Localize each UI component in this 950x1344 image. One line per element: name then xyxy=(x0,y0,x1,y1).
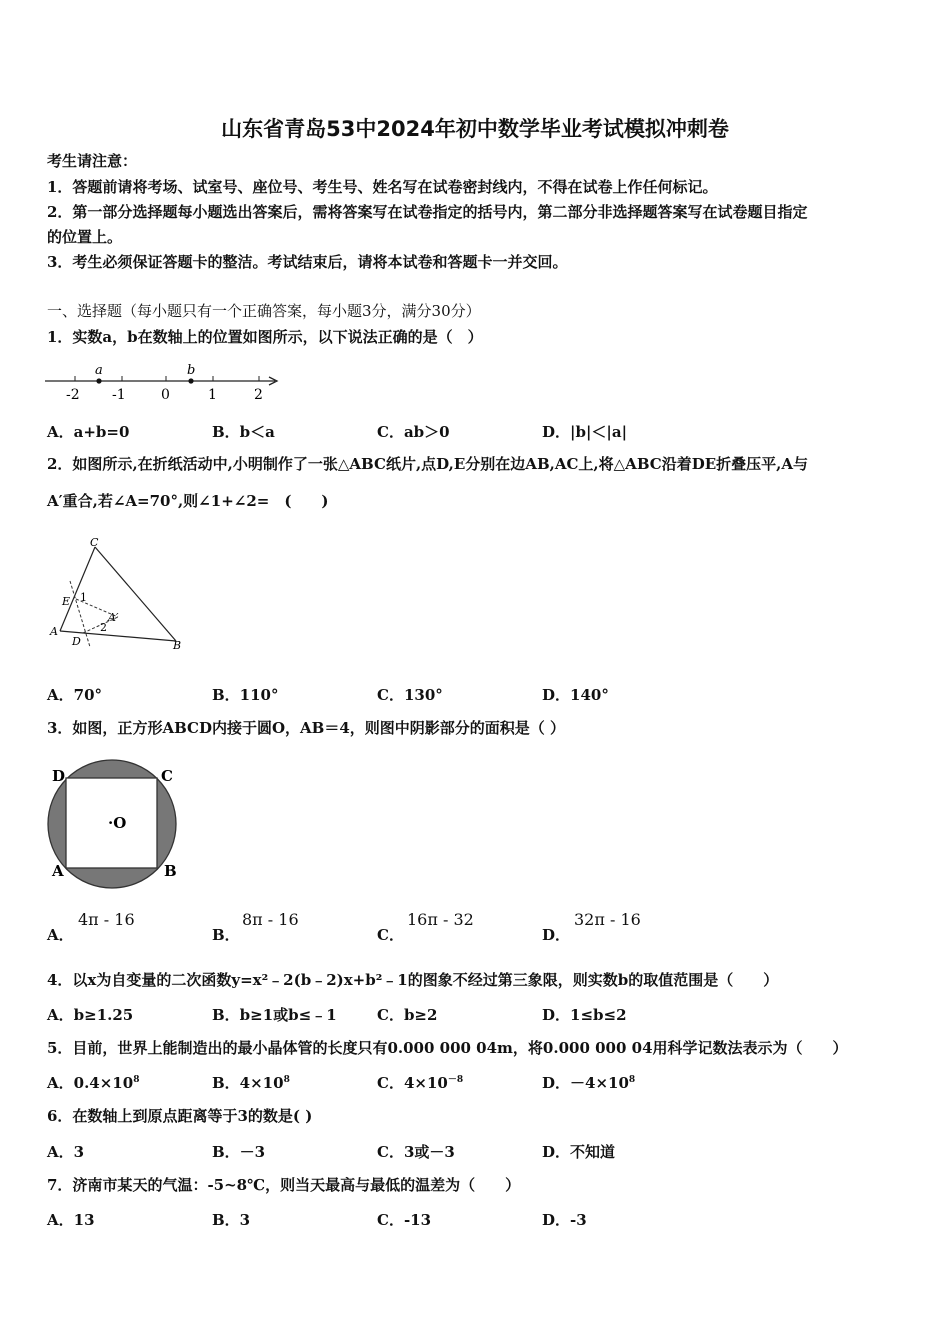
tick-label: -1 xyxy=(112,387,126,403)
q2-option-a: A．70° xyxy=(47,686,103,704)
question-6-stem: 6．在数轴上到原点距离等于3的数是( ) xyxy=(47,1107,313,1125)
q3-option-b-letter: B． xyxy=(212,926,240,944)
notice-heading: 考生请注意： xyxy=(47,152,138,170)
triangle-fold-figure xyxy=(48,535,198,655)
q4-option-b: B．b≥1或b≤﹣1 xyxy=(212,1006,337,1024)
vertex-d-label: D xyxy=(52,767,66,785)
q7-option-b: B．3 xyxy=(212,1211,251,1229)
vertex-a-label: A xyxy=(52,862,64,880)
question-2-stem: 2．如图所示,在折纸活动中,小明制作了一张△ABC纸片,点D,E分别在边AB,AC上,将△ABC沿着DE折叠压平,A与 xyxy=(47,455,809,473)
tick-label: -2 xyxy=(66,387,80,403)
q3-option-c-letter: C． xyxy=(377,926,404,944)
number-line-figure xyxy=(45,363,285,403)
q3-option-b-value: 8π - 16 xyxy=(242,910,299,929)
q7-option-c: C．-13 xyxy=(377,1211,432,1229)
vertex-c-label: C xyxy=(90,536,99,549)
notice-item: 1．答题前请将考场、试室号、座位号、考生号、姓名写在试卷密封线内，不得在试卷上作任何标记。 xyxy=(47,178,718,196)
q2-option-c: C．130° xyxy=(377,686,443,704)
label-b: b xyxy=(187,363,196,378)
question-1-stem: 1．实数a，b在数轴上的位置如图所示，以下说法正确的是（ ） xyxy=(47,328,483,346)
vertex-c-label: C xyxy=(161,767,173,785)
tick-label: 0 xyxy=(161,387,170,403)
q5-option-a: A．$0.4\times 10^8$ xyxy=(47,1074,140,1092)
vertex-d-label: D xyxy=(72,635,81,648)
q3-option-c-value: 16π - 32 xyxy=(407,910,474,929)
vertex-e-label: E xyxy=(62,595,71,608)
q3-option-d-letter: D． xyxy=(542,926,571,944)
q5-option-d: D．$-4\times 10^8$ xyxy=(542,1074,636,1092)
vertex-a-label: A xyxy=(50,625,58,638)
vertex-b-label: B xyxy=(164,862,177,880)
question-4-stem: 4．以x为自变量的二次函数y=x²﹣2(b﹣2)x+b²﹣1的图象不经过第三象限，则实数b的取值范围是（ ） xyxy=(47,971,779,989)
notice-item: 3．考生必须保证答题卡的整洁。考试结束后，请将本试卷和答题卡一并交回。 xyxy=(47,253,568,271)
section-heading: 一、选择题（每小题只有一个正确答案，每小题3分，满分30分） xyxy=(47,302,481,320)
label-a: a xyxy=(95,363,103,378)
center-o-label: ·O xyxy=(108,814,127,832)
question-7-stem: 7．济南市某天的气温：-5~8℃，则当天最高与最低的温差为（ ） xyxy=(47,1176,521,1194)
question-2-stem-cont: A′重合,若∠A=70°,则∠1+∠2= ( ) xyxy=(47,492,329,510)
q3-option-a-letter: A． xyxy=(47,926,74,944)
point-a xyxy=(96,378,101,383)
q6-option-b: B．－3 xyxy=(212,1143,266,1161)
q2-option-d: D．140° xyxy=(542,686,609,704)
question-3-stem: 3．如图，正方形ABCD内接于圆O，AB＝4，则图中阴影部分的面积是（ ） xyxy=(47,719,566,737)
point-b xyxy=(188,378,193,383)
q3-option-d-value: 32π - 16 xyxy=(574,910,641,929)
q2-option-b: B．110° xyxy=(212,686,279,704)
question-5-stem: 5．目前，世界上能制造出的最小晶体管的长度只有0.000 000 04m，将0.000 000 04用科学记数法表示为（ ） xyxy=(47,1039,848,1057)
q5-option-b: B．$4\times 10^8$ xyxy=(212,1074,290,1092)
tick-label: 2 xyxy=(254,387,263,403)
q5-option-c: C．$4\times 10^{-8}$ xyxy=(377,1074,464,1092)
page-title: 山东省青岛53中2024年初中数学毕业考试模拟冲刺卷 xyxy=(221,117,729,141)
q4-option-a: A．b≥1.25 xyxy=(47,1006,134,1024)
q6-option-c: C．3或－3 xyxy=(377,1143,455,1161)
q6-option-a: A．3 xyxy=(47,1143,85,1161)
vertex-a-prime-label: A′ xyxy=(108,611,119,624)
angle-2-label: 2 xyxy=(100,621,107,634)
notice-item: 的位置上。 xyxy=(47,228,123,246)
q4-option-c: C．b≥2 xyxy=(377,1006,438,1024)
circle-square-figure xyxy=(46,760,186,890)
q6-option-d: D．不知道 xyxy=(542,1143,616,1161)
q1-option-d: D．|b|＜|a| xyxy=(542,423,628,441)
q7-option-a: A．13 xyxy=(47,1211,95,1229)
vertex-b-label: B xyxy=(173,639,182,652)
q4-option-d: D．1≤b≤2 xyxy=(542,1006,627,1024)
tick-label: 1 xyxy=(208,387,217,403)
q7-option-d: D．-3 xyxy=(542,1211,587,1229)
notice-item: 2．第一部分选择题每小题选出答案后，需将答案写在试卷指定的括号内，第二部分非选择题答案写在试卷题目指定 xyxy=(47,203,808,221)
q1-option-a: A．a+b=0 xyxy=(47,423,130,441)
angle-1-label: 1 xyxy=(80,591,87,604)
q3-option-a-value: 4π - 16 xyxy=(78,910,135,929)
q1-option-c: C．ab＞0 xyxy=(377,423,450,441)
q1-option-b: B．b＜a xyxy=(212,423,275,441)
